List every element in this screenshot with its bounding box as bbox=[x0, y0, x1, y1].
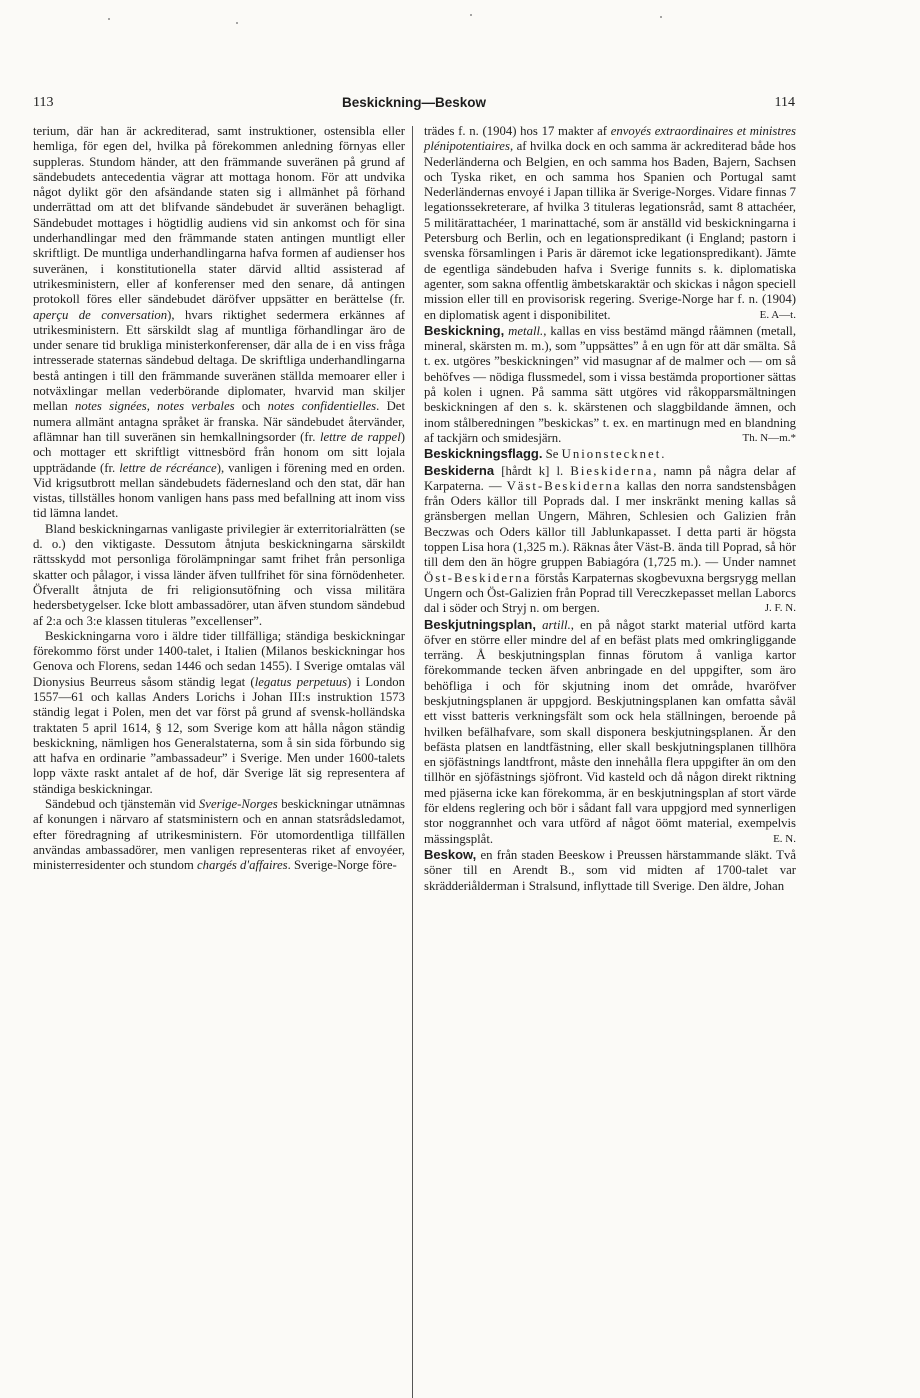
entry-headword: Beskickning, bbox=[424, 322, 505, 338]
author-signature: Th. N—m.* bbox=[742, 431, 796, 444]
author-signature: E. N. bbox=[773, 832, 796, 845]
page-number-left: 113 bbox=[33, 95, 54, 110]
entry-headword: Beskiderna bbox=[424, 462, 495, 478]
entry-headword: Beskow, bbox=[424, 846, 477, 862]
paragraph-envoys-continued: trädes f. n. (1904) hos 17 makter af envoyés extraordinaires et ministres plénipotentiaires, af hvilka dock en och samma är ackrediterad både hos Nederländerna och Belgien, en och samma hos Baden, Bajern, Sachsen och Tyska riket, en och samma hos Spanien och Portugal samt Nederländernas envoyé i Japan tillika är Sverige-Norges. Vidare finnas 7 legationssekreterare, af hvilka 3 tituleras legationsråd, samt 8 attachéer, 5 militärattachéer, 1 marinattaché, som är anställd vid beskickningarna i Petersburg och Berlin, och en legationspredikant (i England; pastorn i svenska församlingen i Paris är däremot icke legationspredikant). Jämte de egentliga sändebuden hafva i Sverige funnits s. k. diplomatiska agenter, som sakna offentlig ämbetskaraktär och skickas i någon speciell mission eller till en provisorisk regering. Sverige-Norge har f. n. (1904) en diplomatisk agent i disponibilitet. E. A—t. bbox=[424, 124, 797, 322]
entry-headword: Beskickningsflagg. bbox=[424, 446, 543, 462]
entry-beskjutningsplan: Beskjutningsplan, artill., en på något starkt material utförd karta öfver en större eller mindre del af en befäst plats med omkringliggande terräng. Å beskjutningsplan finnas förutom å vanliga kartor förekommande tecken äfven anbringade en del uppgifter, som äro behöfliga i och för skjutning inom det område, hvaröfver beskjutningsplanen är uppgjord. Beskjutningsplanen kan omfatta såväl ett visst batteris verkningsfält som ock hela ställningen, beroende på hvilken befälhafvare, som skall disponera beskjutningsplanen. Är den befästa platsen en landtfästning, eller skall beskjutningsplanen tillhöra en sjöfästnings landtfront, måste den innehålla flera uppgifter än om den tillhör en sjöfästnings sjöfront. Vid kasteld och då någon direkt riktning med pjäserna icke kan förekomma, är en beskjutningsplan af stort värde för eldens reglering och bör i sådant fall vara uppgjord med synnerligen stor noggrannhet och vara utförd af något öömt material, exempelvis mässingsplåt. E. N. bbox=[424, 616, 796, 846]
column-divider bbox=[412, 126, 413, 1398]
entry-beskickning-metall: Beskickning, metall., kallas en viss bestämd mängd råämnen (metall, mineral, skärsten m. m.), som ”uppsättes” å en ugn för att där smälta. Så t. ex. utgöres ”beskickningen” vid masugnar af de malmer och — om så behöfves — nödiga flussmedel, som i vissa bestämda proportioner sättas på kolen i ugnen. På samma sätt utgöres vid råkopparsmältningen beskickningen af den s. k. skärstenen och slaggbildande ämnen, och inom stålberedningen ”beskickas” t. ex. en martinugn med en blandning af tackjärn och smidesjärn. Th. N—m.* bbox=[424, 322, 797, 445]
paragraph-history: Beskickningarna voro i äldre tider tillfälliga; ständiga beskickningar förekommo först under 1400-talet, i Italien (Milanos beskickningar hos Genova och Florens, sedan 1446 och sedan 1455). I Sverige omtalas väl Dionysius Beurreus såsom ständig legat (legatus perpetuus) i London 1557—61 och kallas Anders Lorichs i Johan III:s instruktion 1573 ständig legat i Polen, men det var först på grund af svensk-holländska traktaten 5 april 1614, § 12, som Sverige kom att hålla någon ständig beskickning, nämligen hos Generalstaterna, som å sin sida förbundo sig att hafva en ordinarie ”ambassadeur” i Sverige. Men under 1600-talets lopp växte raskt antalet af de hof, där Sverige lät sig representera af ständiga beskickningar. bbox=[33, 628, 405, 796]
print-speck bbox=[108, 18, 110, 20]
entry-beskow: Beskow, en från staden Beeskow i Preussen härstammande släkt. Två söner till en Arendt B., som vid midten af 1700-talet var skrädderiålderman i Stralsund, inflyttade till Sverige. Den äldre, Johan bbox=[424, 846, 797, 893]
entry-beskickningsflagg: Beskickningsflagg. Se Unionstecknet. bbox=[424, 446, 665, 462]
print-speck bbox=[470, 14, 472, 16]
entry-beskiderna: Beskiderna [hårdt k] l. Bieskiderna, namn på några delar af Karpaterna. — Väst-Beskiderna kallas den norra sandstensbågen från Oders källor till Poprads dal. I mer inskränkt mening kallas så gränsbergen mellan Ungern, Mähren, Schlesien och Galizien från Beczwas och Oders källor till Jablunkapasset. I detta parti är högsta toppen Lisa hora (1,325 m.). Räknas åter Väst-B. ända till Poprad, så hör till dem den än högre gruppen Babiagóra (1,725 m.). — Under namnet Öst-Beskiderna förstås Karpaternas skogbevuxna bergsrygg mellan Ungern och Öst-Galizien från Poprad till Vereczkepasset mellan Laborcs dal i söder och Stryj n. om bergen. J. F. N. bbox=[424, 462, 797, 616]
page-number-right: 114 bbox=[774, 95, 795, 110]
right-column bbox=[424, 124, 796, 894]
author-signature: E. A—t. bbox=[759, 308, 796, 321]
entry-headword: Beskjutningsplan, bbox=[424, 616, 536, 632]
print-speck bbox=[660, 16, 662, 18]
paragraph-sweden-norway: Sändebud och tjänstemän vid Sverige-Norges beskickningar utnämnas af konungen i närvaro af statsministern och en annan statsrådsledamot, efter föredragning af utrikesministern. För utomordentliga tillfällen användas ambassadörer, men vanligen representeras riket af envoyéer, ministerresidenter och stundom chargés d'affaires. Sverige-Norge före- bbox=[33, 797, 405, 873]
paragraph-privileges: Bland beskickningarnas vanligaste privilegier är exterritorialrätten (se d. o.) den viktigaste. Dessutom åtnjuta beskickningarna särskildt rättsskydd mot personliga förolämpningar samt frihet från personliga skatter och pålagor, i vissa länder äfven tullfrihet för sina förnödenheter. Öfverallt åtnjuta de fri religionsutöfning och vissa militära hedersbetygelser. Icke blott ambassadörer, utan äfven stundom sändebud af 2:a och 3:e klassen tituleras ”excellenser”. bbox=[33, 521, 405, 628]
running-title: Beskickning—Beskow bbox=[341, 95, 487, 110]
paragraph-diplomatic-procedure: terium, där han är ackrediterad, samt instruktioner, ostensibla eller hemliga, för egen del, hvilka på förekommen anledning förnyas eller suppleras. Stundom händer, att den främmande suveränen på grund af sändebudets antecedentia vägrar att mottaga honom. För att undvika något dylikt gör den afsändande staten sig i allmänhet på förhand underrättad om att det blifvande sändebudet är suveränen behagligt. Sändebudet mottages i högtidlig audiens vid sin ankomst och för sina underhandlingar med den främmande staten antingen muntligt eller skriftligt. De muntliga underhandlingarna hafva formen af audienser hos suveränen, i konstitutionella stater därvid alltid assisterad af utrikesministern, eller af konferenser med den senare, då antingen protokoll föres eller sändebudet däröfver uppsätter en berättelse (fr. aperçu de conversation), hvars riktighet sedermera erkännes af utrikesministern. Ett särskildt slag af muntliga förhandlingar äro de under senare tid brukliga ministerkonferenser, där alla de i en viss fråga intresserade staternas sändebud deltaga. De skriftliga underhandlingarna bestå antingen i till den främmande suveränen ställda memoarer eller i notväxlingar mellan vederbörande diplomater, hvarvid man skiljer mellan notes signées, notes verbales och notes confidentielles. Det numera allmänt antagna språket är franska. När sändebudet återvänder, aflämnar han till suveränen sin hemkallningsorder (fr. lettre de rappel) och mottager ett skriftligt vittnesbörd från honom om sitt lojala uppträdande (fr. lettre de récréance), vanligen i förening med en orden. Vid krigsutbrott mellan sändebudets fädernesland och den stat, där han vistas, tillställes honom vanligen hans pass med befallning att inom viss tid lämna landet. bbox=[33, 124, 406, 521]
left-column bbox=[33, 124, 405, 874]
print-speck bbox=[236, 22, 238, 24]
author-signature: J. F. N. bbox=[764, 602, 796, 615]
running-header bbox=[33, 95, 795, 115]
